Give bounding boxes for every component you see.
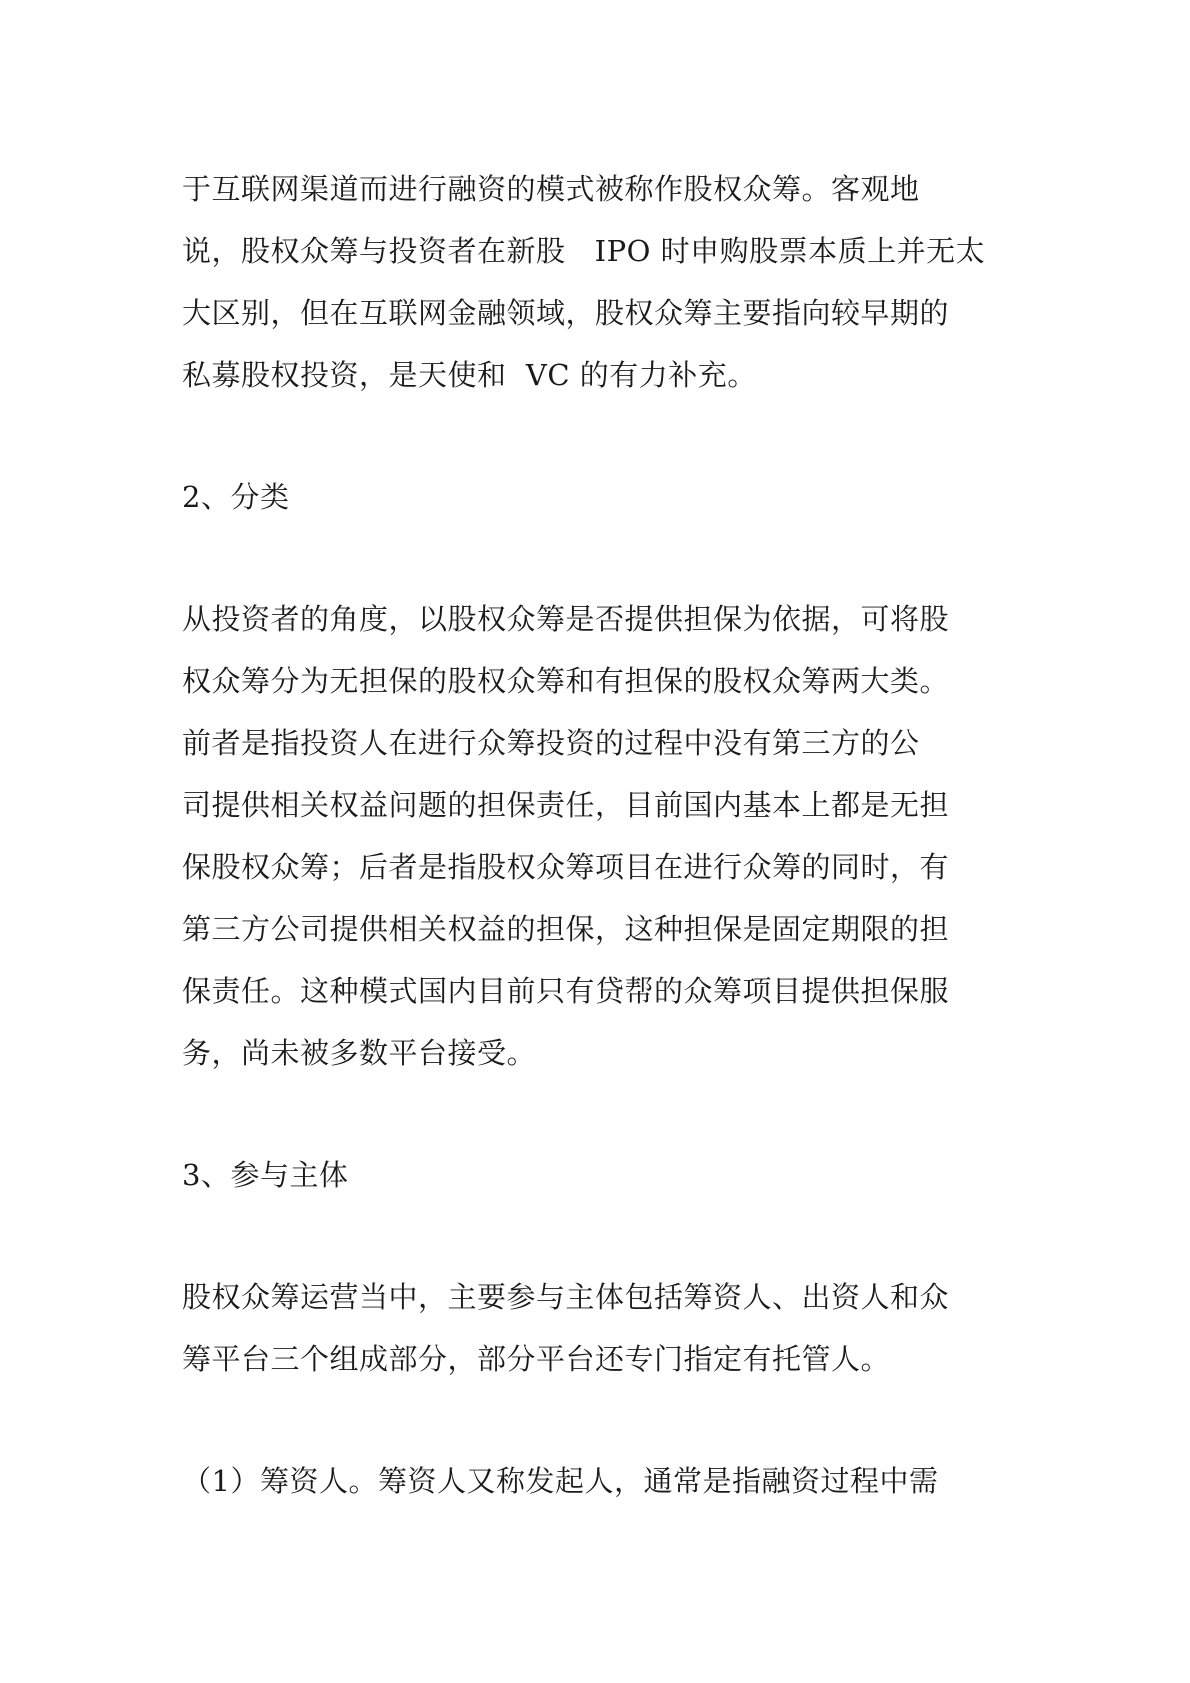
paragraph-line: 保责任。这种模式国内目前只有贷帮的众筹项目提供担保服 [182,974,950,1008]
paragraph-line: 私募股权投资，是天使和 VC 的有力补充。 [182,358,757,392]
paragraph-fundraiser [182,1450,1002,1512]
paragraph-line: 务，尚未被多数平台接受。 [182,1036,537,1070]
paragraph-line: 说，股权众筹与投资者在新股 IPO 时申购股票本质上并无太 [182,234,986,268]
paragraph-line: 筹平台三个组成部分，部分平台还专门指定有托管人。 [182,1342,891,1376]
section-heading-participants: 3、参与主体 [182,1158,349,1192]
paragraph-intro [182,158,1002,406]
paragraph-line: 于互联网渠道而进行融资的模式被称作股权众筹。客观地 [182,172,920,206]
paragraph-line: 股权众筹运营当中，主要参与主体包括筹资人、出资人和众 [182,1280,950,1314]
spacer [182,1206,1002,1266]
paragraph-line: 第三方公司提供相关权益的担保，这种担保是固定期限的担 [182,912,950,946]
paragraph-participants [182,1266,1002,1390]
spacer [182,406,1002,466]
paragraph-line: 保股权众筹；后者是指股权众筹项目在进行众筹的同时，有 [182,850,950,884]
section-heading-classification: 2、分类 [182,480,290,514]
spacer [182,1084,1002,1144]
paragraph-line: 大区别，但在互联网金融领域，股权众筹主要指向较早期的 [182,296,950,330]
spacer [182,1390,1002,1450]
paragraph-line: 司提供相关权益问题的担保责任，目前国内基本上都是无担 [182,788,950,822]
document-body [182,158,1002,1512]
spacer [182,528,1002,588]
paragraph-line: 权众筹分为无担保的股权众筹和有担保的股权众筹两大类。 [182,664,950,698]
paragraph-classification [182,588,1002,1084]
paragraph-line: 前者是指投资人在进行众筹投资的过程中没有第三方的公 [182,726,920,760]
paragraph-line: 从投资者的角度，以股权众筹是否提供担保为依据，可将股 [182,602,950,636]
paragraph-line: （1）筹资人。筹资人又称发起人，通常是指融资过程中需 [182,1464,939,1498]
